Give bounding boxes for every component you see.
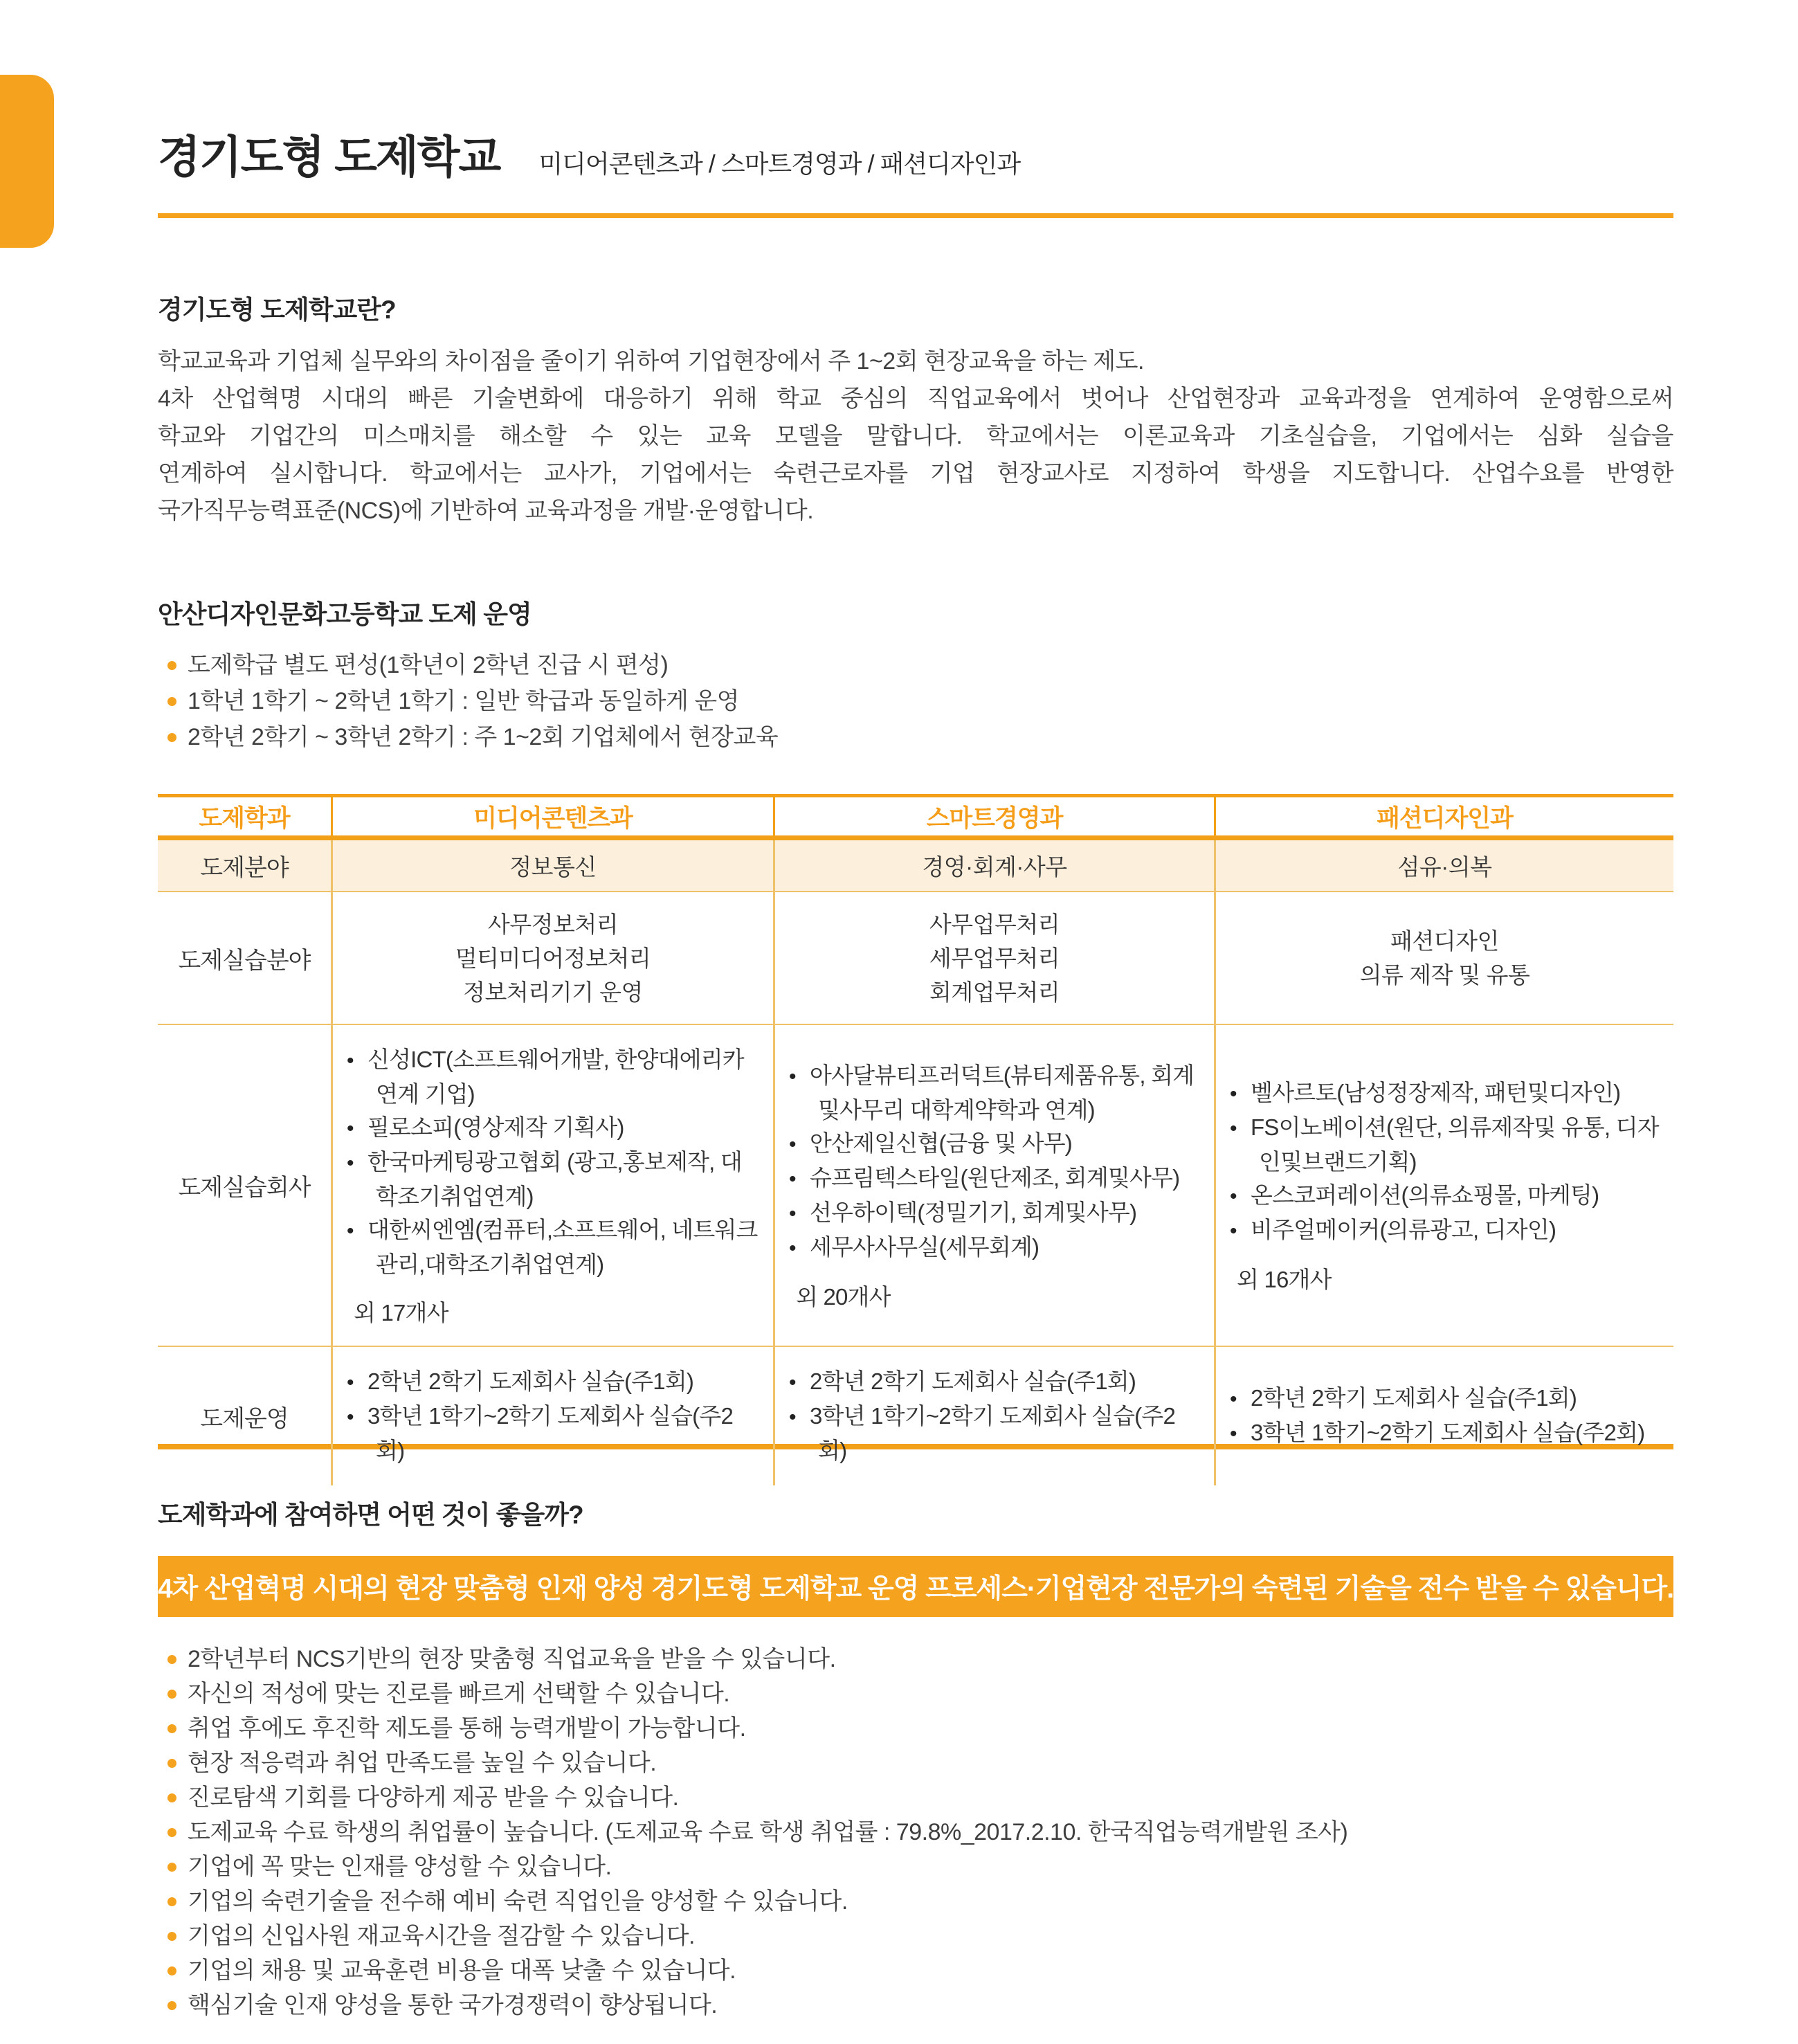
- operation-text: 3학년 1학기~2학기 도제회사 실습(주2회): [367, 1403, 733, 1463]
- bullet-dot-icon: •: [789, 1065, 796, 1088]
- intro-line: 학교와 기업간의 미스매치를 해소할 수 있는 교육 모델을 말합니다. 학교에서는 이론교육과 기초실습을, 기업에서는 심화 실습을: [158, 423, 1673, 449]
- intro-paragraph: [158, 343, 1673, 530]
- table-row-operation: [158, 1347, 1673, 1463]
- row-label: 도제분야: [200, 855, 289, 881]
- page-header: [0, 0, 1798, 186]
- list-item: [158, 1884, 1673, 1919]
- bullet-dot-icon: •: [789, 1133, 796, 1156]
- bullet-dot-icon: •: [347, 1152, 354, 1175]
- list-item: [158, 1953, 1673, 1988]
- bullet-dot-icon: •: [347, 1220, 354, 1242]
- operation-cell-list: [789, 1365, 1201, 1467]
- list-item: [158, 1746, 1673, 1780]
- operation-item: [789, 1400, 1201, 1467]
- column-header: 스마트경영과: [773, 797, 1214, 835]
- bullet-dot-icon: •: [1230, 1083, 1237, 1105]
- list-item-text: 기업의 숙련기술을 전수해 예비 숙련 직업인을 양성할 수 있습니다.: [188, 1888, 848, 1915]
- bullet-dot-icon: [167, 1966, 176, 1975]
- company-text: 대한씨엔엠(컴퓨터,소프트웨어, 네트워크 관리,대학조기취업연계): [367, 1217, 758, 1277]
- list-item: [158, 1780, 1673, 1815]
- benefits-bullet-list: [158, 1642, 1673, 2023]
- table-cell: 경영·회계·사무: [773, 840, 1214, 891]
- bullet-dot-icon: •: [789, 1406, 796, 1429]
- operation-bullet-list: [158, 647, 1673, 755]
- operation-item: [347, 1365, 761, 1400]
- company-text: 세무사사무실(세무회계): [810, 1234, 1039, 1260]
- bullet-dot-icon: •: [789, 1202, 796, 1225]
- company-count: 외 20개사: [796, 1284, 891, 1310]
- company-item: [1230, 1213, 1661, 1248]
- cell-line: 정보처리기기 운영: [463, 979, 643, 1005]
- intro-line: 학교교육과 기업체 실무와의 차이점을 줄이기 위하여 기업현장에서 주 1~2회 현장교육을 하는 제도.: [158, 348, 1144, 374]
- operation-text: 3학년 1학기~2학기 도제회사 실습(주2회): [810, 1403, 1175, 1463]
- operation-cell-list: [347, 1365, 761, 1467]
- cell-line: 사무업무처리: [929, 911, 1060, 937]
- company-list: [347, 1043, 761, 1281]
- bullet-dot-icon: [167, 733, 176, 742]
- list-item: [158, 719, 1673, 755]
- table-cell: [773, 892, 1214, 1024]
- list-item: [158, 1849, 1673, 1884]
- list-item-text: 도제교육 수료 학생의 취업률이 높습니다. (도제교육 수료 학생 취업률 : 79.8%_2017.2.10. 한국직업능력개발원 조사): [188, 1819, 1348, 1845]
- list-item: [158, 1642, 1673, 1676]
- bullet-dot-icon: [167, 1759, 176, 1768]
- operation-text: 2학년 2학기 도제회사 실습(주1회): [367, 1368, 694, 1394]
- cell-line: 멀티미디어정보처리: [455, 945, 651, 971]
- list-item-text: 2학년부터 NCS기반의 현장 맞춤형 직업교육을 받을 수 있습니다.: [188, 1646, 836, 1672]
- table-row-companies: [158, 1025, 1673, 1347]
- company-text: 벨사르토(남성정장제작, 패턴및디자인): [1251, 1080, 1621, 1105]
- company-item: [347, 1111, 761, 1146]
- bullet-dot-icon: [167, 1690, 176, 1699]
- row-label: 도제실습회사: [178, 1175, 311, 1201]
- bullet-dot-icon: [167, 1863, 176, 1872]
- list-item: [158, 1919, 1673, 1953]
- bullet-dot-icon: •: [789, 1237, 796, 1260]
- list-item: [158, 1676, 1673, 1711]
- apprenticeship-table: [158, 794, 1673, 1463]
- table-row-fields: [158, 840, 1673, 892]
- company-item: [789, 1231, 1201, 1265]
- list-item-text: 기업의 신입사원 재교육시간을 절감할 수 있습니다.: [188, 1923, 695, 1949]
- side-accent-tab: [0, 75, 54, 248]
- bullet-dot-icon: [167, 1655, 176, 1664]
- list-item: [158, 1815, 1673, 1849]
- table-header-row: [158, 797, 1673, 840]
- bullet-dot-icon: •: [347, 1371, 354, 1394]
- table-cell: 정보통신: [331, 840, 773, 891]
- bullet-dot-icon: •: [789, 1371, 796, 1394]
- intro-line: 국가직무능력표준(NCS)에 기반하여 교육과정을 개발·운영합니다.: [158, 498, 814, 524]
- table-cell: [1214, 892, 1673, 1024]
- table-cell: [331, 1347, 773, 1485]
- bullet-dot-icon: [167, 2001, 176, 2010]
- list-item: [158, 683, 1673, 719]
- company-text: 슈프림텍스타일(원단제조, 회계및사무): [810, 1165, 1180, 1191]
- company-text: 한국마케팅광고협회 (광고,홍보제작, 대학조기취업연계): [367, 1149, 742, 1209]
- list-item: [158, 1988, 1673, 2023]
- bullet-dot-icon: •: [347, 1049, 354, 1072]
- table-cell: [331, 892, 773, 1024]
- company-text: 아사달뷰티프러덕트(뷰티제품유통, 회계및사무리 대학계약학과 연계): [810, 1062, 1195, 1123]
- bullet-dot-icon: •: [1230, 1422, 1237, 1445]
- list-item-text: 취업 후에도 후진학 제도를 통해 능력개발이 가능합니다.: [188, 1715, 746, 1742]
- bullet-dot-icon: [167, 697, 176, 706]
- intro-heading: 경기도형 도제학교란?: [158, 296, 396, 324]
- page-title: 경기도형 도제학교: [158, 132, 500, 182]
- operation-item: [347, 1400, 761, 1467]
- benefits-banner: 4차 산업혁명 시대의 현장 맞춤형 인재 양성 경기도형 도제학교 운영 프로세스·기업현장 전문가의 숙련된 기술을 전수 받을 수 있습니다.: [158, 1556, 1673, 1617]
- company-item: [347, 1043, 761, 1111]
- bullet-dot-icon: [167, 1897, 176, 1906]
- header-divider: [158, 213, 1673, 218]
- list-item-text: 도제학급 별도 편성(1학년이 2학년 진급 시 편성): [188, 652, 669, 678]
- operation-item: [1230, 1416, 1661, 1451]
- bullet-dot-icon: •: [347, 1406, 354, 1429]
- company-list: [1230, 1076, 1661, 1248]
- column-header: 도제학과: [199, 804, 290, 832]
- bullet-dot-icon: [167, 1828, 176, 1837]
- list-item-text: 핵심기술 인재 양성을 통한 국가경쟁력이 향상됩니다.: [188, 1992, 718, 2018]
- company-item: [347, 1213, 761, 1281]
- company-list: [789, 1059, 1201, 1265]
- company-text: 선우하이텍(정밀기기, 회계및사무): [810, 1200, 1137, 1225]
- cell-line: 의류 제작 및 유통: [1359, 962, 1530, 988]
- cell-line: 사무정보처리: [487, 911, 619, 937]
- list-item-text: 자신의 적성에 맞는 진로를 빠르게 선택할 수 있습니다.: [188, 1681, 730, 1707]
- company-item: [347, 1146, 761, 1213]
- operation-item: [1230, 1382, 1661, 1416]
- table-cell: [773, 1347, 1214, 1485]
- row-label: 도제실습분야: [178, 947, 311, 974]
- cell-line: 세무업무처리: [929, 945, 1060, 971]
- list-item-text: 2학년 2학기 ~ 3학년 2학기 : 주 1~2회 기업체에서 현장교육: [188, 724, 779, 750]
- operation-item: [789, 1365, 1201, 1400]
- list-item-text: 1학년 1학기 ~ 2학년 1학기 : 일반 학급과 동일하게 운영: [188, 688, 739, 714]
- operation-text: 2학년 2학기 도제회사 실습(주1회): [810, 1368, 1136, 1394]
- company-item: [789, 1059, 1201, 1127]
- list-item: [158, 1711, 1673, 1746]
- company-count: 외 17개사: [354, 1300, 448, 1326]
- company-text: 필로소피(영상제작 기획사): [367, 1114, 624, 1140]
- table-cell: [331, 1025, 773, 1346]
- bullet-dot-icon: •: [1230, 1388, 1237, 1411]
- row-label: 도제운영: [200, 1405, 289, 1432]
- benefits-heading: 도제학과에 참여하면 어떤 것이 좋을까?: [158, 1501, 583, 1529]
- bullet-dot-icon: [167, 1793, 176, 1802]
- company-item: [789, 1161, 1201, 1196]
- list-item-text: 기업에 꼭 맞는 인재를 양성할 수 있습니다.: [188, 1854, 612, 1880]
- operation-text: 2학년 2학기 도제회사 실습(주1회): [1251, 1385, 1577, 1411]
- bullet-dot-icon: [167, 1932, 176, 1941]
- table-cell: [1214, 1347, 1673, 1485]
- list-item-text: 진로탐색 기회를 다양하게 제공 받을 수 있습니다.: [188, 1784, 679, 1811]
- intro-line: 연계하여 실시합니다. 학교에서는 교사가, 기업에서는 숙련근로자를 기업 현장교사로 지정하여 학생을 지도합니다. 산업수요를 반영한: [158, 460, 1673, 487]
- company-count: 외 16개사: [1237, 1267, 1332, 1292]
- list-item-text: 기업의 채용 및 교육훈련 비용을 대폭 낮출 수 있습니다.: [188, 1957, 736, 1984]
- list-item-text: 현장 적응력과 취업 만족도를 높일 수 있습니다.: [188, 1750, 657, 1776]
- company-item: [1230, 1179, 1661, 1213]
- list-item: [158, 647, 1673, 683]
- company-text: FS이노베이션(원단, 의류제작및 유통, 디자인및브랜드기획): [1251, 1114, 1659, 1175]
- bullet-dot-icon: [167, 1724, 176, 1733]
- column-header: 패션디자인과: [1214, 797, 1673, 835]
- cell-line: 패션디자인: [1390, 928, 1499, 954]
- table-cell: 섬유·의복: [1214, 840, 1673, 891]
- table-row-practice-fields: [158, 892, 1673, 1025]
- page-subtitle: 미디어콘텐츠과 / 스마트경영과 / 패션디자인과: [538, 150, 1021, 178]
- company-item: [789, 1127, 1201, 1161]
- column-header: 미디어콘텐츠과: [331, 797, 773, 835]
- table-cell: [773, 1025, 1214, 1346]
- company-text: 안산제일신협(금융 및 사무): [810, 1130, 1072, 1156]
- company-item: [789, 1196, 1201, 1231]
- page-content: [158, 289, 1673, 2023]
- company-item: [1230, 1111, 1661, 1179]
- operation-cell-list: [1230, 1382, 1661, 1451]
- bullet-dot-icon: [167, 661, 176, 670]
- bullet-dot-icon: •: [1230, 1185, 1237, 1208]
- company-item: [1230, 1076, 1661, 1111]
- company-text: 비주얼메이커(의류광고, 디자인): [1251, 1217, 1556, 1242]
- bullet-dot-icon: •: [1230, 1220, 1237, 1242]
- intro-line: 4차 산업혁명 시대의 빠른 기술변화에 대응하기 위해 학교 중심의 직업교육에서 벗어나 산업현장과 교육과정을 연계하여 운영함으로써: [158, 386, 1673, 412]
- company-text: 신성ICT(소프트웨어개발, 한양대에리카 연계 기업): [367, 1047, 744, 1107]
- bullet-dot-icon: •: [789, 1168, 796, 1191]
- bullet-dot-icon: •: [347, 1117, 354, 1140]
- table-cell: [1214, 1025, 1673, 1346]
- company-text: 온스코퍼레이션(의류쇼핑몰, 마케팅): [1251, 1182, 1599, 1208]
- operation-heading: 안산디자인문화고등학교 도제 운영: [158, 600, 532, 628]
- bullet-dot-icon: •: [1230, 1117, 1237, 1140]
- cell-line: 회계업무처리: [929, 979, 1060, 1005]
- operation-text: 3학년 1학기~2학기 도제회사 실습(주2회): [1251, 1420, 1645, 1445]
